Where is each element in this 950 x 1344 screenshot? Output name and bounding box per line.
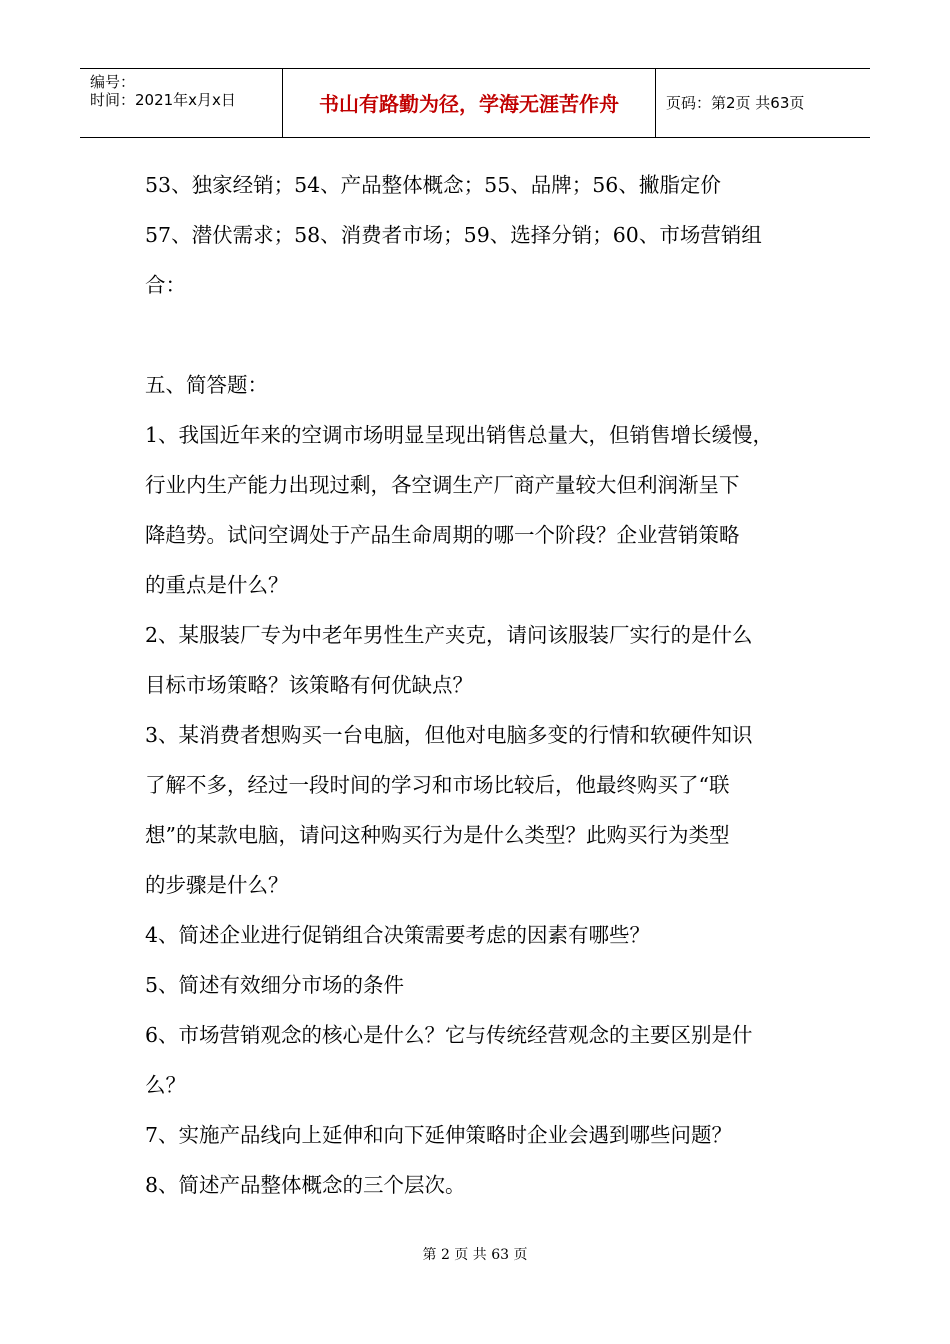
- document-body: [145, 160, 825, 1210]
- body-line: 57、潜伏需求；58、消费者市场；59、选择分销；60、市场营销组: [145, 223, 762, 247]
- body-line: 6、市场营销观念的核心是什么？它与传统经营观念的主要区别是什: [145, 1023, 753, 1047]
- body-line: 8、简述产品整体概念的三个层次。: [145, 1173, 466, 1197]
- body-line: 了解不多，经过一段时间的学习和市场比较后，他最终购买了“联: [145, 773, 730, 797]
- body-line: 行业内生产能力出现过剩，各空调生产厂商产量较大但利润渐呈下: [145, 473, 740, 497]
- header-middle-cell: [283, 69, 656, 137]
- header-left-cell: [80, 69, 283, 137]
- header-page-info: 页码：第2页 共63页: [666, 94, 805, 112]
- body-line: 的步骤是什么？: [145, 873, 289, 897]
- body-line: 的重点是什么？: [145, 573, 289, 597]
- page-header: [80, 68, 870, 138]
- body-line: 3、某消费者想购买一台电脑，但他对电脑多变的行情和软硬件知识: [145, 723, 753, 747]
- body-line: 1、我国近年来的空调市场明显呈现出销售总量大，但销售增长缓慢，: [145, 423, 774, 447]
- header-motto: 书山有路勤为径，学海无涯苦作舟: [319, 92, 619, 116]
- body-line: 合：: [145, 273, 186, 297]
- document-number-label: 编号：: [90, 73, 136, 91]
- body-line: 目标市场策略？该策略有何优缺点？: [145, 673, 473, 697]
- body-line: 降趋势。试问空调处于产品生命周期的哪一个阶段？企业营销策略: [145, 523, 740, 547]
- body-line: 5、简述有效细分市场的条件: [145, 973, 405, 997]
- body-line: 2、某服装厂专为中老年男性生产夹克，请问该服装厂实行的是什么: [145, 623, 753, 647]
- page-footer: 第 2 页 共 63 页: [422, 1247, 528, 1263]
- body-line: 么？: [145, 1073, 186, 1097]
- blank-line: [145, 310, 825, 360]
- body-line: 53、独家经销；54、产品整体概念；55、品牌；56、撇脂定价: [145, 173, 721, 197]
- body-line: 想”的某款电脑，请问这种购买行为是什么类型？此购买行为类型: [145, 823, 730, 847]
- body-line: 4、简述企业进行促销组合决策需要考虑的因素有哪些？: [145, 923, 651, 947]
- document-date: 时间：2021年x月x日: [90, 91, 236, 109]
- section-heading: 五、简答题：: [145, 373, 268, 397]
- header-right-cell: [656, 69, 870, 137]
- body-line: 7、实施产品线向上延伸和向下延伸策略时企业会遇到哪些问题？: [145, 1123, 733, 1147]
